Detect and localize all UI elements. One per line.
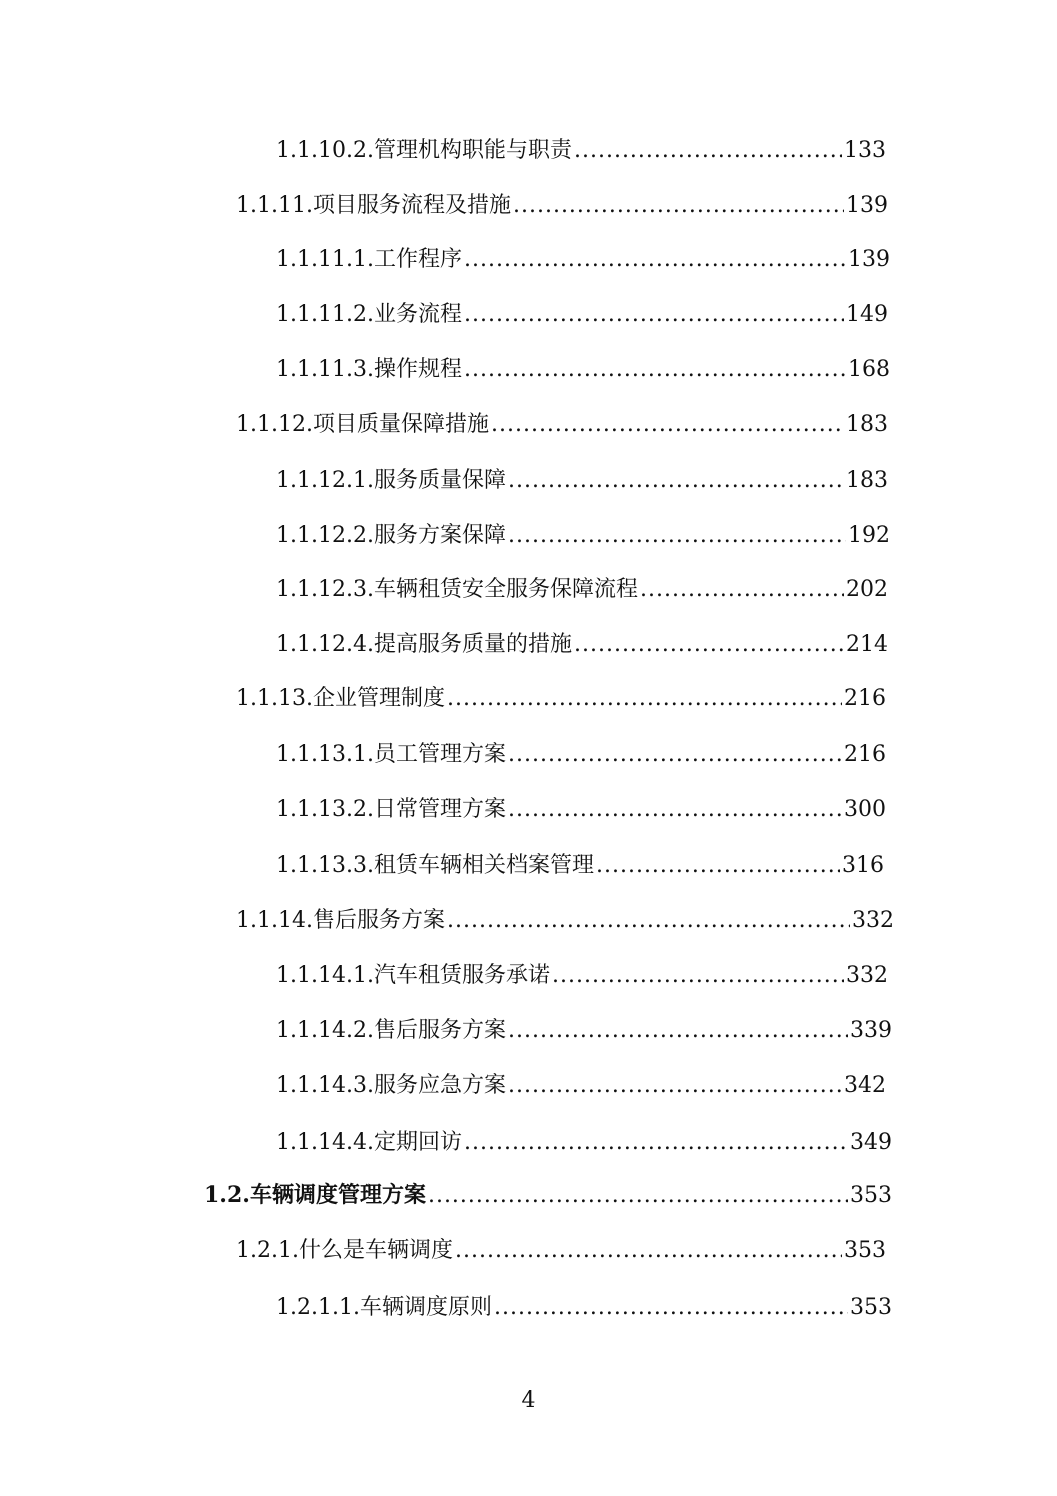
toc-page: 332 [846,963,888,988]
toc-page: 214 [846,632,888,657]
toc-leader [494,1295,848,1320]
toc-title: 售后服务方案 [373,1018,506,1043]
toc-number: 1.1.12.3. [276,577,374,602]
toc-page: 139 [846,193,888,218]
toc-title: 什么是车辆调度 [298,1238,453,1263]
toc-entry[interactable] [276,627,888,661]
toc-page: 300 [844,797,886,822]
toc-entry[interactable] [276,848,884,882]
toc-leader [508,1018,848,1043]
toc-entry[interactable] [276,463,888,497]
toc-leader [447,908,850,933]
toc-leader [574,138,842,163]
toc-number: 1.1.11. [236,193,313,218]
toc-number: 1.1.14.4. [276,1130,374,1155]
toc-number: 1.1.14.3. [276,1073,374,1098]
toc-entry[interactable] [276,737,886,771]
toc-entry[interactable] [236,681,886,715]
toc-page: 183 [846,412,888,437]
toc-title: 车辆租赁安全服务保障流程 [373,577,638,602]
toc-entry[interactable] [276,133,886,167]
toc-page: 139 [848,247,890,272]
toc-leader [455,1238,842,1263]
toc-number: 1.2.1.1. [276,1295,360,1320]
toc-number: 1.1.13.1. [276,742,374,767]
toc-number: 1.1.14.2. [276,1018,374,1043]
toc-page: 133 [844,138,886,163]
toc-entry[interactable] [236,407,888,441]
toc-leader [508,742,842,767]
toc-page: 332 [852,908,894,933]
toc-number: 1.1.11.1. [276,247,374,272]
toc-entry[interactable] [276,572,888,606]
toc-title: 服务质量保障 [373,468,506,493]
toc-page: 316 [842,853,884,878]
toc-leader [640,577,844,602]
toc-title: 服务方案保障 [373,523,506,548]
toc-title: 车辆调度管理方案 [249,1182,426,1208]
toc-title: 日常管理方案 [373,797,506,822]
toc-leader [508,797,842,822]
toc-entry[interactable] [276,1068,886,1102]
toc-page: 192 [848,523,890,548]
toc-page: 216 [844,742,886,767]
toc-number: 1.1.13.3. [276,853,374,878]
toc-leader [513,193,844,218]
toc-title: 租赁车辆相关档案管理 [373,853,594,878]
toc-number: 1.2.1. [236,1238,299,1263]
toc-number: 1.1.14. [236,908,313,933]
toc-entry[interactable] [236,1233,886,1267]
toc-title: 企业管理制度 [312,686,445,711]
toc-number: 1.1.13. [236,686,313,711]
toc-leader [552,963,844,988]
toc-leader [464,302,844,327]
toc-title: 服务应急方案 [373,1073,506,1098]
toc-leader [428,1183,848,1208]
toc-number: 1.1.10.2. [276,138,374,163]
toc-title: 员工管理方案 [373,742,506,767]
toc-page: 183 [846,468,888,493]
toc-leader [508,1073,842,1098]
toc-page: 342 [844,1073,886,1098]
toc-page: 168 [848,357,890,382]
toc-leader [574,632,844,657]
toc-page: 149 [846,302,888,327]
toc-leader [464,247,846,272]
toc-entry[interactable] [276,1290,892,1324]
toc-entry[interactable] [236,188,888,222]
toc-page: 339 [850,1018,892,1043]
toc-entry[interactable] [276,518,890,552]
toc-title: 项目服务流程及措施 [312,193,511,218]
toc-leader [596,853,840,878]
toc-number: 1.1.12.2. [276,523,374,548]
toc-entry-chapter[interactable] [204,1178,892,1212]
toc-number: 1.1.11.2. [276,302,374,327]
toc-entry[interactable] [276,958,888,992]
toc-entry[interactable] [236,903,894,937]
toc-title: 工作程序 [373,247,462,272]
toc-title: 管理机构职能与职责 [373,138,572,163]
toc-number: 1.1.12.4. [276,632,374,657]
toc-leader [508,468,844,493]
toc-title: 项目质量保障措施 [312,412,489,437]
toc-page: 353 [850,1295,892,1320]
toc-number: 1.1.11.3. [276,357,374,382]
toc-title: 定期回访 [373,1130,462,1155]
toc-leader [464,357,846,382]
toc-title: 售后服务方案 [312,908,445,933]
toc-page: 202 [846,577,888,602]
toc-leader [464,1130,848,1155]
toc-leader [447,686,842,711]
toc-entry[interactable] [276,1125,892,1159]
toc-entry[interactable] [276,242,890,276]
toc-number: 1.1.12. [236,412,313,437]
toc-leader [491,412,844,437]
toc-entry[interactable] [276,352,890,386]
toc-title: 业务流程 [373,302,462,327]
toc-number: 1.2. [204,1182,250,1208]
toc-page: 353 [844,1238,886,1263]
toc-title: 操作规程 [373,357,462,382]
toc-title: 车辆调度原则 [359,1295,492,1320]
toc-number: 1.1.13.2. [276,797,374,822]
toc-leader [508,523,846,548]
toc-page: 349 [850,1130,892,1155]
toc-title: 汽车租赁服务承诺 [373,963,550,988]
toc-entry[interactable] [276,792,886,826]
toc-entry[interactable] [276,1013,892,1047]
toc-title: 提高服务质量的措施 [373,632,572,657]
toc-number: 1.1.14.1. [276,963,374,988]
toc-number: 1.1.12.1. [276,468,374,493]
page-number: 4 [521,1388,536,1413]
toc-entry[interactable] [276,297,888,331]
toc-page: 353 [850,1183,892,1208]
toc-page: 216 [844,686,886,711]
